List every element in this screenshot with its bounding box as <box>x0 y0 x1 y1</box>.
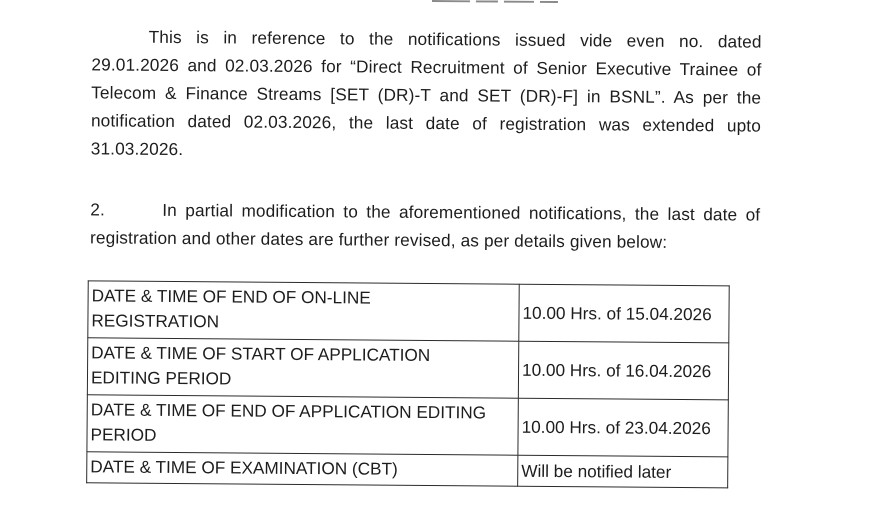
paragraph-number: 2. <box>90 199 106 220</box>
label-line: DATE & TIME OF END OF ON-LINE <box>91 285 371 308</box>
label-line: PERIOD <box>90 424 157 445</box>
label-line: DATE & TIME OF EXAMINATION (CBT) <box>90 456 398 479</box>
paragraph-line: 31.03.2026. <box>90 138 184 160</box>
table-row <box>87 452 728 488</box>
table-cell-label <box>87 338 518 398</box>
table-cell-value: Will be notified later <box>518 455 728 488</box>
revised-dates-table <box>86 280 730 488</box>
table-cell-label <box>87 395 518 455</box>
label-line: REGISTRATION <box>91 310 220 332</box>
table-cell-value: 10.00 Hrs. of 23.04.2026 <box>518 398 728 457</box>
paragraph-line: In partial modification to the aforementioned notifications, the last date of <box>162 199 761 225</box>
label-line: DATE & TIME OF END OF APPLICATION EDITING <box>90 399 487 423</box>
paragraph-line: This is in reference to the notifications issued vide even no. dated <box>148 26 762 52</box>
label-line: DATE & TIME OF START OF APPLICATION <box>91 342 431 366</box>
paragraph-modification <box>90 195 760 256</box>
table-row <box>87 338 728 400</box>
table-row <box>87 395 728 457</box>
table-row <box>88 281 729 343</box>
table-cell-label <box>87 452 518 486</box>
table-cell-value: 10.00 Hrs. of 16.04.2026 <box>518 341 728 400</box>
paragraph-line: 29.01.2026 and 02.03.2026 for “Direct Recruitment of Senior Executive Trainee of <box>91 54 762 80</box>
top-cut-off-text <box>432 0 592 4</box>
paragraph-line: notification dated 02.03.2026, the last date of registration was extended upto <box>90 110 762 136</box>
paragraph-reference <box>91 22 762 167</box>
paragraph-line: Telecom & Finance Streams [SET (DR)-T and SET (DR)-F] in BSNL”. As per the <box>91 82 762 108</box>
table-cell-value: 10.00 Hrs. of 15.04.2026 <box>519 284 729 343</box>
label-line: EDITING PERIOD <box>90 367 232 389</box>
table-cell-label <box>88 281 519 341</box>
paragraph-line: registration and other dates are further revised, as per details given below: <box>90 227 668 252</box>
